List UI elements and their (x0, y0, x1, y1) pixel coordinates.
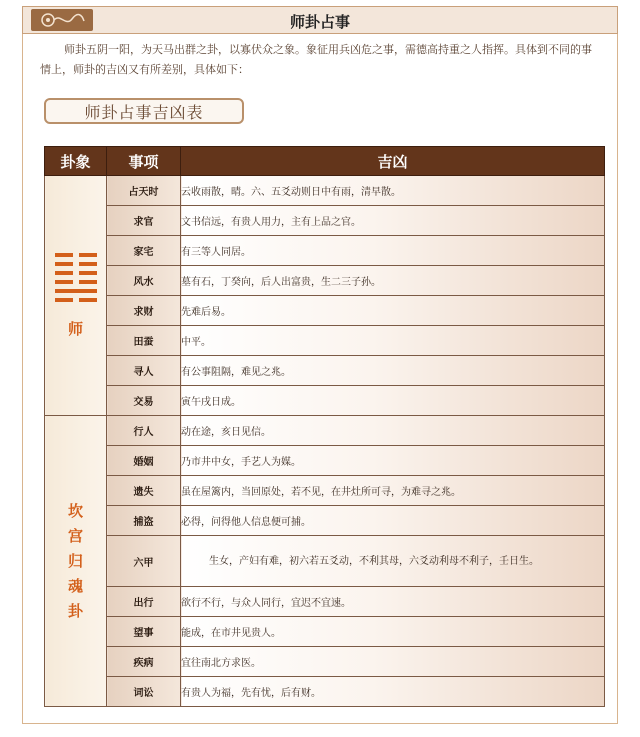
table-row (45, 326, 605, 356)
table-row (45, 296, 605, 326)
item-cell: 婚姻 (107, 446, 181, 476)
hexagram-name: 师 (67, 319, 83, 338)
result-cell: 宜往南北方求医。 (181, 647, 605, 677)
item-cell: 行人 (107, 416, 181, 446)
result-cell: 有三等人同居。 (181, 236, 605, 266)
item-cell: 寻人 (107, 356, 181, 386)
table-row (45, 266, 605, 296)
shi-hexagram-icon (55, 253, 97, 302)
section-title-badge: 师卦占事吉凶表 (44, 98, 244, 124)
table-row (45, 386, 605, 416)
result-cell: 有贵人为福，先有忧，后有财。 (181, 677, 605, 707)
page-title: 师卦占事 (289, 13, 350, 31)
table-row (45, 416, 605, 446)
palace-label (45, 499, 106, 624)
result-cell: 寅午戌日成。 (181, 386, 605, 416)
intro-paragraph: 师卦五阴一阳，为天马出群之卦，以寡伏众之象。象征用兵凶危之事，需德高持重之人指挥。具体到不同的事情上，师卦的吉凶又有所差别，具体如下： (40, 43, 592, 76)
result-cell: 欲行不行，与众人同行，宜迟不宜速。 (181, 587, 605, 617)
result-cell: 云收雨散，晴。六、五爻动则日中有雨，清早散。 (181, 176, 605, 206)
fortune-table (44, 146, 605, 707)
palace-char: 坎 (67, 501, 83, 520)
table-row (45, 647, 605, 677)
item-cell: 交易 (107, 386, 181, 416)
palace-char: 卦 (67, 601, 83, 620)
palace-char: 魂 (67, 576, 83, 595)
result-cell: 文书信远，有贵人用力，主有上品之官。 (181, 206, 605, 236)
result-cell: 先难后易。 (181, 296, 605, 326)
column-header: 吉凶 (181, 147, 605, 176)
item-cell: 遗失 (107, 476, 181, 506)
column-header: 事项 (107, 147, 181, 176)
table-row (45, 506, 605, 536)
item-cell: 占天时 (107, 176, 181, 206)
table-row (45, 476, 605, 506)
table-row (45, 446, 605, 476)
item-cell: 望事 (107, 617, 181, 647)
header-bar (22, 6, 618, 34)
hexagram-cell (45, 176, 107, 416)
result-cell: 能成，在市井见贵人。 (181, 617, 605, 647)
result-cell: 必得，问得他人信息便可捕。 (181, 506, 605, 536)
result-cell: 中平。 (181, 326, 605, 356)
item-cell: 疾病 (107, 647, 181, 677)
result-cell: 有公事阻隔，难见之兆。 (181, 356, 605, 386)
palace-char: 宫 (67, 526, 83, 545)
column-header: 卦象 (45, 147, 107, 176)
item-cell: 家宅 (107, 236, 181, 266)
item-cell: 六甲 (107, 536, 181, 587)
palace-cell (45, 416, 107, 707)
hexagram-line (55, 262, 97, 266)
item-cell: 田蚕 (107, 326, 181, 356)
item-cell: 求财 (107, 296, 181, 326)
result-cell: 乃市井中女，手艺人为媒。 (181, 446, 605, 476)
result-cell: 动在途，亥日见信。 (181, 416, 605, 446)
table-row (45, 677, 605, 707)
table-row (45, 587, 605, 617)
table-row (45, 206, 605, 236)
result-cell: 虽在屋篱内，当回原处，若不见，在井灶所可寻，为难寻之兆。 (181, 476, 605, 506)
item-cell: 词讼 (107, 677, 181, 707)
table-row (45, 236, 605, 266)
result-cell: 生女，产妇有难，初六若五爻动，不利其母，六爻动利母不利子，壬日生。 (181, 536, 605, 587)
item-cell: 捕盗 (107, 506, 181, 536)
table-header-row (45, 147, 605, 176)
hexagram-line (55, 289, 97, 293)
table-row (45, 536, 605, 587)
table-row (45, 176, 605, 206)
hexagram-line (55, 271, 97, 275)
hexagram-line (55, 298, 97, 302)
item-cell: 出行 (107, 587, 181, 617)
item-cell: 风水 (107, 266, 181, 296)
result-cell: 墓有石，丁癸向，后人出富贵，生二三子孙。 (181, 266, 605, 296)
item-cell: 求官 (107, 206, 181, 236)
table-body (45, 176, 605, 707)
table-row (45, 617, 605, 647)
palace-char: 归 (67, 551, 83, 570)
hexagram-line (55, 280, 97, 284)
hexagram-line (55, 253, 97, 257)
table-row (45, 356, 605, 386)
